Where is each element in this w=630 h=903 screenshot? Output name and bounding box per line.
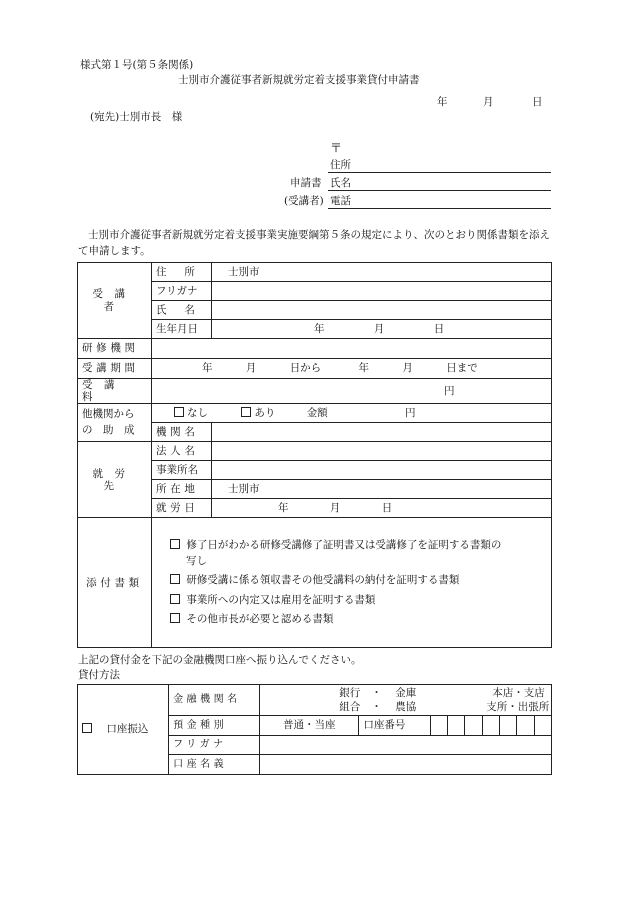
work-month: 月 [329, 502, 341, 515]
trainee-address-label: 住 所 [152, 263, 212, 282]
period-year2: 年 [358, 362, 370, 375]
employer-label: 就労先 [78, 442, 152, 518]
applicant-name-label: 氏名 [330, 177, 351, 189]
account-digit[interactable] [465, 716, 482, 736]
attachment-item[interactable]: 研修受講に係る領収書その他受講料の納付を証明する書類 [170, 571, 547, 590]
other-aid-label [78, 404, 152, 442]
dob-month: 月 [373, 322, 385, 335]
office-label: 事業所名 [152, 461, 212, 480]
applicant-address-label: 住所 [330, 159, 351, 171]
main-table [77, 262, 552, 648]
work-year: 年 [278, 502, 289, 515]
date-month-label: 月 [483, 96, 494, 108]
attachment-checkbox[interactable] [170, 539, 180, 549]
trainee-address-cell[interactable] [212, 263, 552, 282]
account-digit[interactable] [517, 716, 534, 736]
trainee-address-value: 士別市 [228, 265, 260, 278]
dob-year: 年 [314, 322, 325, 335]
bank-table [77, 684, 552, 775]
account-holder-label: 口座名義 [169, 755, 260, 775]
deposit-type-value[interactable]: 普通・当座 [260, 716, 359, 736]
period-to: 日まで [446, 362, 478, 375]
aid-none-option[interactable]: なし [174, 407, 208, 419]
workday-cell[interactable] [212, 499, 552, 518]
address-line[interactable] [328, 172, 551, 173]
attachments-cell [152, 518, 552, 648]
dob-cell[interactable] [212, 320, 552, 339]
loan-method-label: 貸付方法 [78, 669, 120, 681]
dob-day: 日 [433, 322, 445, 335]
agency-cell[interactable] [212, 423, 552, 442]
holder-furigana-cell[interactable] [260, 736, 552, 755]
aid-none-checkbox[interactable] [174, 407, 184, 417]
bank-type-bank: 銀行 [339, 687, 361, 699]
account-number-label: 口座番号 [359, 716, 431, 736]
account-digit[interactable] [482, 716, 499, 736]
fee-cell[interactable] [152, 379, 552, 404]
bank-transfer-checkbox[interactable] [82, 723, 92, 733]
bank-transfer-option[interactable]: 口座振込 [78, 685, 169, 775]
furigana-label: フリガナ [152, 282, 212, 301]
period-cell[interactable] [152, 359, 552, 379]
corp-cell[interactable] [212, 442, 552, 461]
name-line[interactable] [328, 190, 551, 191]
trainee-label: 受講者 [78, 263, 152, 339]
name-label: 氏 名 [152, 301, 212, 320]
agency-label: 機関名 [152, 423, 212, 442]
other-aid-label-line2: の 助 成 [82, 423, 135, 436]
name-cell[interactable] [212, 301, 552, 320]
phone-line[interactable] [328, 208, 551, 209]
aid-yes-option[interactable]: あり [241, 407, 275, 419]
fee-unit: 円 [444, 385, 455, 398]
attach-label: 添付書類 [78, 518, 152, 648]
bank-type-nokyo: 農協 [395, 701, 417, 713]
attachment-item-continued: 写し [186, 554, 207, 567]
location-value: 士別市 [228, 483, 260, 496]
aid-options-cell [152, 404, 552, 423]
attachment-checkbox[interactable] [170, 574, 180, 584]
applicant-role-label: 申請書 [290, 177, 322, 189]
account-digit[interactable] [500, 716, 517, 736]
institution-label: 研修機関 [78, 339, 152, 359]
aid-amount-unit: 円 [405, 407, 416, 420]
attachment-checkbox[interactable] [170, 613, 180, 623]
bank-type-sep: ・ [371, 687, 382, 699]
applicant-role2-label: (受講者) [284, 195, 324, 207]
period-month2: 月 [402, 362, 413, 375]
bank-name-cell[interactable] [260, 685, 552, 716]
location-cell[interactable] [212, 480, 552, 499]
attachment-item[interactable]: 事業所への内定又は雇用を証明する書類 [170, 591, 547, 610]
account-digit[interactable] [448, 716, 465, 736]
period-label: 受講期間 [78, 359, 152, 379]
addressee: (宛先)士別市長 様 [90, 111, 183, 123]
period-from: 日から [289, 362, 322, 375]
deposit-type-label: 預金種別 [169, 716, 260, 736]
dob-label: 生年月日 [152, 320, 212, 339]
date-year-label: 年 [437, 96, 448, 108]
attachment-item[interactable]: その他市長が必要と認める書類 [170, 610, 547, 629]
other-aid-label-line1: 他機関から [82, 407, 135, 420]
attachment-item[interactable]: 修了日がわかる研修受講修了証明書又は受講修了を証明する書類の [170, 536, 547, 555]
bank-type-sep: ・ [371, 701, 382, 713]
location-label: 所在地 [152, 480, 212, 499]
work-day: 日 [381, 502, 393, 515]
account-digit[interactable] [430, 716, 447, 736]
branch-type-sub: 支所・出張所 [486, 701, 550, 713]
bank-name-label: 金融機関名 [169, 685, 260, 716]
intro-text: 士別市介護従事者新規就労定着支援事業実施要綱第５条の規定により、次のとおり関係書類を添えて申請します。 [78, 229, 550, 258]
postal-mark: 〒 [330, 141, 343, 155]
applicant-phone-label: 電話 [330, 195, 351, 207]
account-holder-cell[interactable] [260, 755, 552, 775]
form-title: 士別市介護従事者新規就労定着支援事業貸付申請書 [178, 74, 420, 86]
holder-furigana-label: フリガナ [169, 736, 260, 755]
furigana-cell[interactable] [212, 282, 552, 301]
transfer-note: 上記の貸付金を下記の金融機関口座へ振り込んでください。 [78, 654, 362, 666]
aid-amount-label: 金額 [306, 407, 328, 420]
period-year1: 年 [202, 362, 213, 375]
aid-yes-checkbox[interactable] [241, 407, 251, 417]
period-month1: 月 [245, 362, 257, 375]
date-day-label: 日 [532, 96, 543, 108]
attachment-checkbox[interactable] [170, 594, 180, 604]
account-digit[interactable] [534, 716, 551, 736]
bank-type-shinkin: 金庫 [395, 687, 417, 699]
workday-label: 就労日 [152, 499, 212, 518]
branch-type-main: 本店・支店 [492, 687, 545, 699]
office-cell[interactable] [212, 461, 552, 480]
bank-type-kumiai: 組合 [339, 701, 361, 713]
institution-cell[interactable] [152, 339, 552, 359]
form-number: 様式第１号(第５条関係) [80, 59, 194, 71]
fee-label: 受講料 [78, 379, 152, 404]
corp-label: 法人名 [152, 442, 212, 461]
